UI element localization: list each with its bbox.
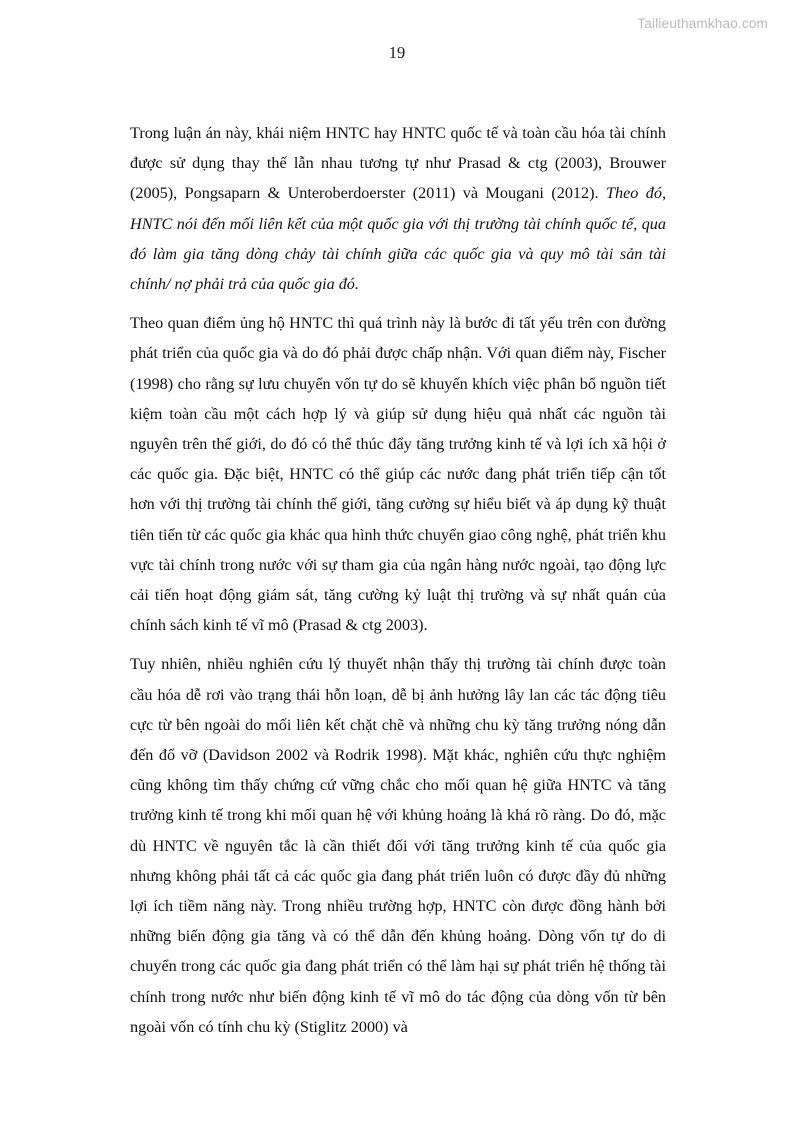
paragraph-1-run-italic: Theo đó, HNTC nói đến mối liên kết của một quốc gia với thị trường tài chính quốc tế, qua đó làm gia tăng dòng chảy tài chính giữa các quốc gia và quy mô tài sản tài chính/ nợ phải trả của quốc gia đó. [130, 184, 667, 294]
document-body [130, 118, 666, 1042]
paragraph-3-run-normal: Tuy nhiên, nhiều nghiên cứu lý thuyết nhận thấy thị trường tài chính được toàn cầu hóa dễ rơi vào trạng thái hỗn loạn, dễ bị ảnh hưởng lây lan các tác động tiêu cực từ bên ngoài do mối liên kết chặt chẽ và những chu kỳ tăng trưởng nóng dẫn đến đổ vỡ (Davidson 2002 và Rodrik 1998). Mặt khác, nghiên cứu thực nghiệm cũng không tìm thấy chứng cứ vững chắc cho mối quan hệ giữa HNTC và tăng trưởng kinh tế trong khi mối quan hệ với khủng hoảng là khá rõ ràng. Do đó, mặc dù HNTC về nguyên tắc là cần thiết đối với tăng trưởng kinh tế của quốc gia nhưng không phải tất cả các quốc gia đang phát triển luôn có được đầy đủ những lợi ích tiềm năng này. Trong nhiều trường hợp, HNTC còn được đồng hành bởi những biến động gia tăng và có thể dẫn đến khủng hoảng. Dòng vốn tự do di chuyển trong các quốc gia đang phát triển có thể làm hại sự phát triển hệ thống tài chính trong nước như biến động kinh tế vĩ mô do tác động của dòng vốn từ bên ngoài vốn có tính chu kỳ (Stiglitz 2000) và [130, 655, 666, 1036]
page-number: 19 [388, 43, 406, 62]
paragraph-1 [130, 118, 666, 299]
paragraph-2 [130, 308, 666, 640]
watermark-text: Tailieuthamkhao.com [637, 16, 768, 31]
paragraph-1-run-normal: Trong luận án này, khái niệm HNTC hay HNTC quốc tế và toàn cầu hóa tài chính được sử dụng thay thế lẫn nhau tương tự như Prasad & ctg (2003), Brouwer (2005), Pongsaparn & Unteroberdoerster (2011) và Mougani (2012). [130, 124, 666, 203]
paragraph-3 [130, 649, 666, 1042]
paragraph-2-run-normal: Theo quan điểm ủng hộ HNTC thì quá trình này là bước đi tất yếu trên con đường phát triển của quốc gia và do đó phải được chấp nhận. Với quan điểm này, Fischer (1998) cho rằng sự lưu chuyển vốn tự do sẽ khuyến khích việc phân bổ nguồn tiết kiệm toàn cầu một cách hợp lý và giúp sử dụng hiệu quả nhất các nguồn tài nguyên trên thế giới, do đó có thể thúc đẩy tăng trưởng kinh tế và lợi ích xã hội ở các quốc gia. Đặc biệt, HNTC có thể giúp các nước đang phát triển tiếp cận tốt hơn với thị trường tài chính thế giới, tăng cường sự hiểu biết và áp dụng kỹ thuật tiên tiến từ các quốc gia khác qua hình thức chuyển giao công nghệ, phát triển khu vực tài chính trong nước với sự tham gia của ngân hàng nước ngoài, tạo động lực cải tiến hoạt động giám sát, tăng cường kỷ luật thị trường và sự nhất quán của chính sách kinh tế vĩ mô (Prasad & ctg 2003). [130, 314, 666, 635]
